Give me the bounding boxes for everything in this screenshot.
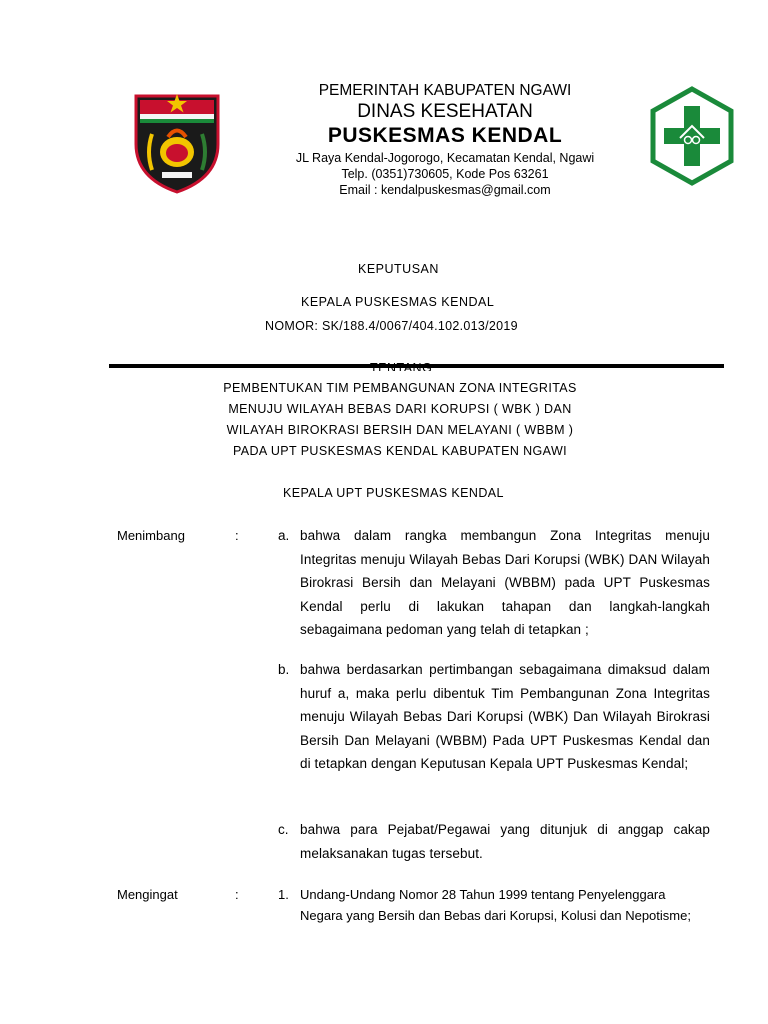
header-department: DINAS KESEHATAN: [357, 101, 533, 122]
header-institution: PUSKESMAS KENDAL: [327, 124, 563, 147]
mengingat-item-marker: 1.: [278, 887, 289, 902]
decree-subject-line: WILAYAH BIROKRASI BERSIH DAN MELAYANI ( WBBM ): [226, 423, 574, 437]
decree-kepala: KEPALA PUSKESMAS KENDAL: [301, 295, 495, 309]
decree-subject-line: PADA UPT PUSKESMAS KENDAL KABUPATEN NGAWI: [232, 444, 568, 458]
decree-issuer: KEPALA UPT PUSKESMAS KENDAL: [283, 486, 504, 500]
decree-subject-line: MENUJU WILAYAH BEBAS DARI KORUPSI ( WBK ) DAN: [228, 402, 572, 416]
menimbang-item-marker: a.: [278, 528, 290, 543]
decree-nomor: NOMOR: SK/188.4/0067/404.102.013/2019: [265, 319, 518, 333]
decree-subject-line: PEMBENTUKAN TIM PEMBANGUNAN ZONA INTEGRITAS: [223, 381, 577, 395]
header-divider: [109, 364, 724, 368]
header-government: PEMERINTAH KABUPATEN NGAWI: [318, 82, 572, 99]
header-address: JL Raya Kendal-Jogorogo, Kecamatan Kendal, Ngawi: [295, 151, 595, 165]
menimbang-item-text: bahwa para Pejabat/Pegawai yang ditunjuk di anggap cakap melaksanakan tugas tersebut.: [300, 822, 710, 861]
header-email: Email : kendalpuskesmas@gmail.com: [339, 183, 551, 197]
mengingat-item-text: Undang-Undang Nomor 28 Tahun 1999 tentang Penyelenggara Negara yang Bersih dan Bebas dari Korupsi, Kolusi dan Nepotisme;: [300, 887, 691, 923]
mengingat-colon: :: [235, 887, 239, 902]
header-phone: Telp. (0351)730605, Kode Pos 63261: [341, 167, 549, 181]
menimbang-item-text: bahwa berdasarkan pertimbangan sebagaimana dimaksud dalam huruf a, maka perlu dibentuk Tim Pembangunan Zona Integritas menuju Wilayah Bebas Dari Korupsi (WBK) Dan Wilayah Birokrasi Bersih Dan Melayani (WBBM) Pada UPT Puskesmas Kendal dan di tetapkan dengan Keputusan Kepala UPT Puskesmas Kendal;: [300, 662, 710, 771]
menimbang-item-marker: b.: [278, 662, 290, 677]
decree-keputusan: KEPUTUSAN: [358, 262, 439, 276]
menimbang-colon: :: [235, 528, 239, 543]
menimbang-item-text: bahwa dalam rangka membangun Zona Integritas menuju Integritas menuju Wilayah Bebas Dari Korupsi (WBK) DAN Wilayah Birokrasi Bersih dan Melayani (WBBM) pada UPT Puskesmas Kendal perlu di lakukan tahapan dan langkah-langkah sebagaimana pedoman yang telah di tetapkan ;: [300, 528, 710, 637]
ngawi-regency-emblem-icon: [132, 92, 222, 194]
mengingat-label: Mengingat: [117, 887, 178, 902]
menimbang-label: Menimbang: [117, 528, 185, 543]
menimbang-item-marker: c.: [278, 822, 289, 837]
